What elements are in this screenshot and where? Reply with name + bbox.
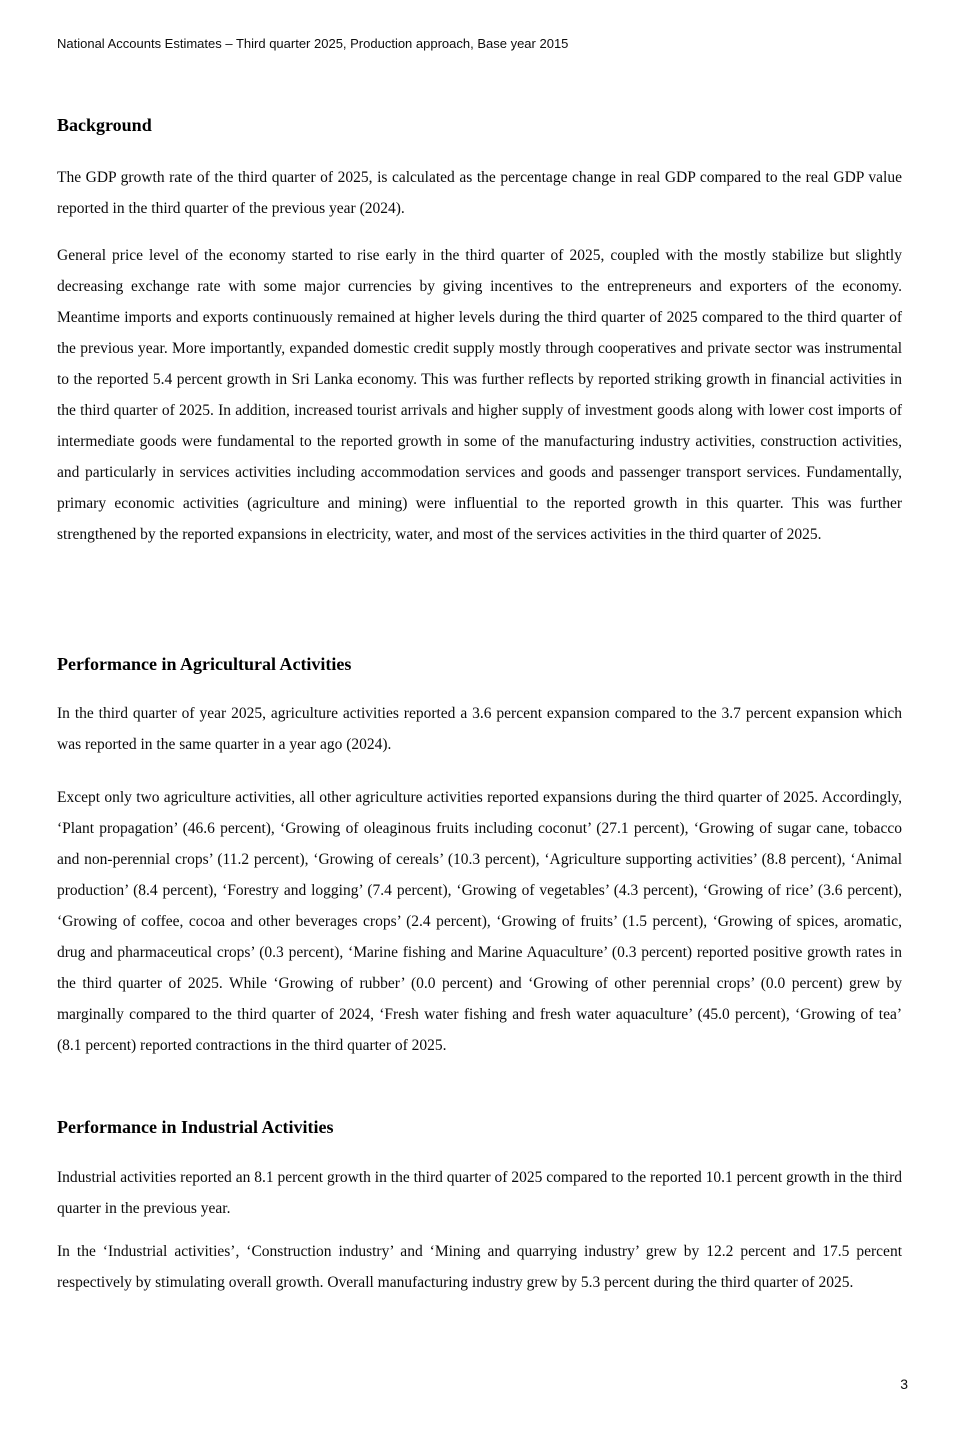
paragraph-industrial-1: Industrial activities reported an 8.1 percent growth in the third quarter of 2025 compared to the reported 10.1 percent growth in the third quarter in the previous year.	[57, 1168, 902, 1217]
section-heading-industrial: Performance in Industrial Activities	[57, 1116, 334, 1137]
paragraph-agricultural-1: In the third quarter of year 2025, agriculture activities reported a 3.6 percent expansion compared to the 3.7 percent expansion which was reported in the same quarter in a year ago (2024).	[57, 704, 902, 753]
document-header: National Accounts Estimates – Third quarter 2025, Production approach, Base year 2015	[57, 36, 569, 51]
section-heading-agricultural: Performance in Agricultural Activities	[57, 653, 352, 674]
paragraph-industrial-2: In the ‘Industrial activities’, ‘Construction industry’ and ‘Mining and quarrying industry’ grew by 12.2 percent and 17.5 percent respectively by stimulating overall growth. Overall manufacturing industry grew by 5.3 percent during the third quarter of 2025.	[57, 1242, 902, 1291]
paragraph-agricultural-2: Except only two agriculture activities, all other agriculture activities reported expansions during the third quarter of 2025. Accordingly, ‘Plant propagation’ (46.6 percent), ‘Growing of oleaginous fruits including coconut’ (27.1 percent), ‘Growing of sugar cane, tobacco and non-perennial crops’ (11.2 percent), ‘Growing of cereals’ (10.3 percent), ‘Agriculture supporting activities’ (8.8 percent), ‘Animal production’ (8.4 percent), ‘Forestry and logging’ (7.4 percent), ‘Growing of vegetables’ (4.3 percent), ‘Growing of rice’ (3.6 percent), ‘Growing of coffee, cocoa and other beverages crops’ (2.4 percent), ‘Growing of fruits’ (1.5 percent), ‘Growing of spices, aromatic, drug and pharmaceutical crops’ (0.3 percent), ‘Marine fishing and Marine Aquaculture’ (0.3 percent) reported positive growth rates in the third quarter of 2025. While ‘Growing of rubber’ (0.0 percent) and ‘Growing of other perennial crops’ (0.0 percent) grew by marginally compared to the third quarter of 2024, ‘Fresh water fishing and fresh water aquaculture’ (45.0 percent), ‘Growing of tea’ (8.1 percent) reported contractions in the third quarter of 2025.	[57, 788, 902, 1054]
paragraph-background-1: The GDP growth rate of the third quarter of 2025, is calculated as the percentage change in real GDP compared to the real GDP value reported in the third quarter of the previous year (2024).	[57, 168, 902, 217]
paragraph-background-2: General price level of the economy started to rise early in the third quarter of 2025, coupled with the mostly stabilize but slightly decreasing exchange rate with some major currencies by giving incentives to the entrepreneurs and exporters of the economy. Meantime imports and exports continuously remained at higher levels during the third quarter of 2025 compared to the third quarter of the previous year. More importantly, expanded domestic credit supply mostly through cooperatives and private sector was instrumental to the reported 5.4 percent growth in Sri Lanka economy. This was further reflects by reported striking growth in financial activities in the third quarter of 2025. In addition, increased tourist arrivals and higher supply of investment goods along with lower cost imports of intermediate goods were fundamental to the reported growth in some of the manufacturing industry activities, construction activities, and particularly in services activities including accommodation services and goods and passenger transport services. Fundamentally, primary economic activities (agriculture and mining) were influential to the reported growth in this quarter. This was further strengthened by the reported expansions in electricity, water, and most of the services activities in the third quarter of 2025.	[57, 246, 902, 543]
page-number: 3	[900, 1376, 908, 1392]
section-heading-background: Background	[57, 114, 152, 135]
